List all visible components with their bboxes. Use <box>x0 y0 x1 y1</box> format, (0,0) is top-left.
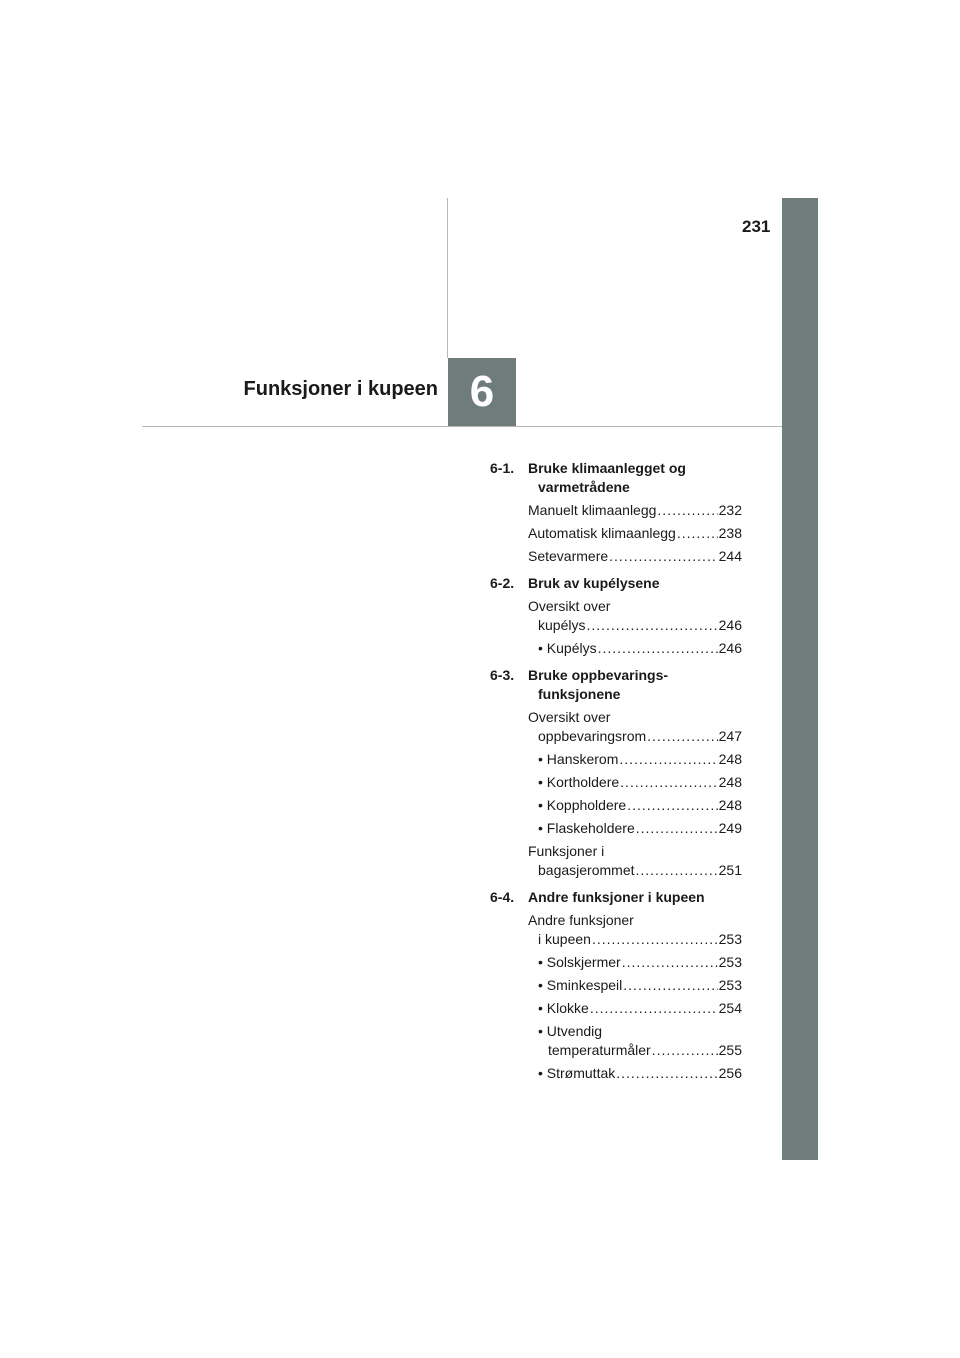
toc-section-title <box>528 574 742 593</box>
toc-leader-dots <box>657 501 717 520</box>
toc-entry <box>480 501 742 520</box>
toc-page-number: 251 <box>718 862 742 878</box>
toc-section-number: 6-3. <box>490 667 515 683</box>
toc-subentry <box>480 773 742 792</box>
toc-entry-line: • Utvendig <box>538 1023 603 1039</box>
toc-section-title-line: Bruke klimaanlegget og <box>528 460 686 476</box>
toc-leader-dots <box>623 976 717 995</box>
toc-leader-dots <box>609 547 717 566</box>
toc-leader-dots <box>590 999 718 1018</box>
chapter-side-tab <box>782 198 818 1160</box>
toc-page-number: 253 <box>718 977 742 993</box>
toc-entry-text: i kupeen <box>538 931 591 947</box>
toc-page-number: 254 <box>718 1000 742 1016</box>
toc-subentry <box>480 819 742 838</box>
toc-leader-row[interactable] <box>538 750 742 769</box>
toc-section-title <box>528 459 742 497</box>
toc-subentry <box>480 750 742 769</box>
toc-leader-dots <box>622 953 718 972</box>
toc-subentry <box>480 953 742 972</box>
toc-entry <box>480 708 742 746</box>
toc-section-number: 6-4. <box>490 889 515 905</box>
toc-leader-row[interactable] <box>528 727 742 746</box>
toc-entry-text: • Strømuttak <box>538 1065 616 1081</box>
toc-section-title-line: Bruke oppbevarings- <box>528 667 669 683</box>
toc-leader-row[interactable] <box>528 524 742 543</box>
toc-entry-text: Setevarmere <box>528 548 609 564</box>
toc-subentry <box>480 1022 742 1060</box>
toc-leader-row[interactable] <box>538 773 742 792</box>
toc-subentry <box>480 639 742 658</box>
toc-section-title-line: funksjonene <box>538 686 621 702</box>
toc-entry-text: • Koppholdere <box>538 797 627 813</box>
toc-entry <box>480 842 742 880</box>
toc-leader-dots <box>592 930 718 949</box>
toc-leader-row[interactable] <box>538 639 742 658</box>
toc-subentry <box>480 796 742 815</box>
toc-leader-dots <box>619 750 717 769</box>
toc-entry-text: • Solskjermer <box>538 954 621 970</box>
toc-entry-text: oppbevaringsrom <box>538 728 647 744</box>
toc-leader-dots <box>636 861 718 880</box>
toc-subentry <box>480 1064 742 1083</box>
toc-page-number: 256 <box>718 1065 742 1081</box>
toc-entry <box>480 524 742 543</box>
toc-page-number: 246 <box>718 617 742 633</box>
toc-leader-dots <box>636 819 718 838</box>
toc-entry-line: Oversikt over <box>528 598 611 614</box>
toc-section-heading <box>480 666 742 704</box>
toc-leader-row[interactable] <box>538 796 742 815</box>
toc-section-title-line: Andre funksjoner i kupeen <box>528 889 705 905</box>
toc-leader-row[interactable] <box>528 547 742 566</box>
chapter-number-box: 6 <box>448 358 516 426</box>
toc-entry-text: • Flaskeholdere <box>538 820 635 836</box>
toc-entry-text: • Hanskerom <box>538 751 619 767</box>
toc-subentry <box>480 999 742 1018</box>
toc-leader-row[interactable] <box>538 1064 742 1083</box>
header-vertical-rule <box>447 198 448 358</box>
toc-entry-text: Manuelt klimaanlegg <box>528 502 657 518</box>
toc-page-number: 232 <box>718 502 742 518</box>
toc-entry <box>480 547 742 566</box>
toc-leader-dots <box>620 773 717 792</box>
toc-entry-text: kupélys <box>538 617 586 633</box>
toc-leader-dots <box>598 639 718 658</box>
toc-page-number: 247 <box>718 728 742 744</box>
toc-leader-row[interactable] <box>538 999 742 1018</box>
toc-leader-dots <box>652 1041 718 1060</box>
toc-subentry <box>480 976 742 995</box>
chapter-title: Funksjoner i kupeen <box>243 378 438 400</box>
toc-leader-row[interactable] <box>538 819 742 838</box>
toc-page-number: 238 <box>718 525 742 541</box>
toc-leader-row[interactable] <box>528 861 742 880</box>
toc-section-number: 6-2. <box>490 575 515 591</box>
toc-page-number: 248 <box>718 751 742 767</box>
toc-leader-row[interactable] <box>538 1041 742 1060</box>
toc-entry-text: • Klokke <box>538 1000 589 1016</box>
toc-entry-text: • Kupélys <box>538 640 597 656</box>
toc-leader-row[interactable] <box>528 501 742 520</box>
toc-leader-row[interactable] <box>528 616 742 635</box>
toc-section-heading <box>480 888 742 907</box>
toc-page-number: 253 <box>718 954 742 970</box>
toc-entry-text: • Kortholdere <box>538 774 620 790</box>
toc-entry-text: temperaturmåler <box>548 1042 651 1058</box>
toc-section-number: 6-1. <box>490 460 515 476</box>
toc-page-number: 248 <box>718 797 742 813</box>
toc-page-number: 244 <box>718 548 742 564</box>
toc-entry-line: Andre funksjoner <box>528 912 634 928</box>
page-number: 231 <box>742 217 771 236</box>
toc-section-heading <box>480 459 742 497</box>
toc-page-number: 253 <box>718 931 742 947</box>
toc-entry-text: • Sminkespeil <box>538 977 623 993</box>
toc-leader-dots <box>627 796 717 815</box>
toc-leader-row[interactable] <box>528 930 742 949</box>
toc-section-heading <box>480 574 742 593</box>
toc-leader-dots <box>677 524 718 543</box>
toc-entry-line: Funksjoner i <box>528 843 605 859</box>
toc-section-title-line: varmetrådene <box>538 479 630 495</box>
toc-page-number: 248 <box>718 774 742 790</box>
toc-leader-row[interactable] <box>538 976 742 995</box>
toc-section-title <box>528 888 742 907</box>
toc-leader-dots <box>586 616 717 635</box>
toc-section-title <box>528 666 742 704</box>
toc-page-number: 249 <box>718 820 742 836</box>
toc-leader-dots <box>647 727 717 746</box>
toc-entry-text: Automatisk klimaanlegg <box>528 525 676 541</box>
toc-page-number: 255 <box>718 1042 742 1058</box>
toc-leader-dots <box>616 1064 717 1083</box>
toc-entry <box>480 597 742 635</box>
toc-leader-row[interactable] <box>538 953 742 972</box>
toc-page-number: 246 <box>718 640 742 656</box>
toc-section-title-line: Bruk av kupélysene <box>528 575 660 591</box>
toc-entry <box>480 911 742 949</box>
table-of-contents <box>480 459 742 1083</box>
toc-entry-line: Oversikt over <box>528 709 611 725</box>
header-horizontal-rule <box>142 426 782 427</box>
toc-entry-text: bagasjerommet <box>538 862 635 878</box>
